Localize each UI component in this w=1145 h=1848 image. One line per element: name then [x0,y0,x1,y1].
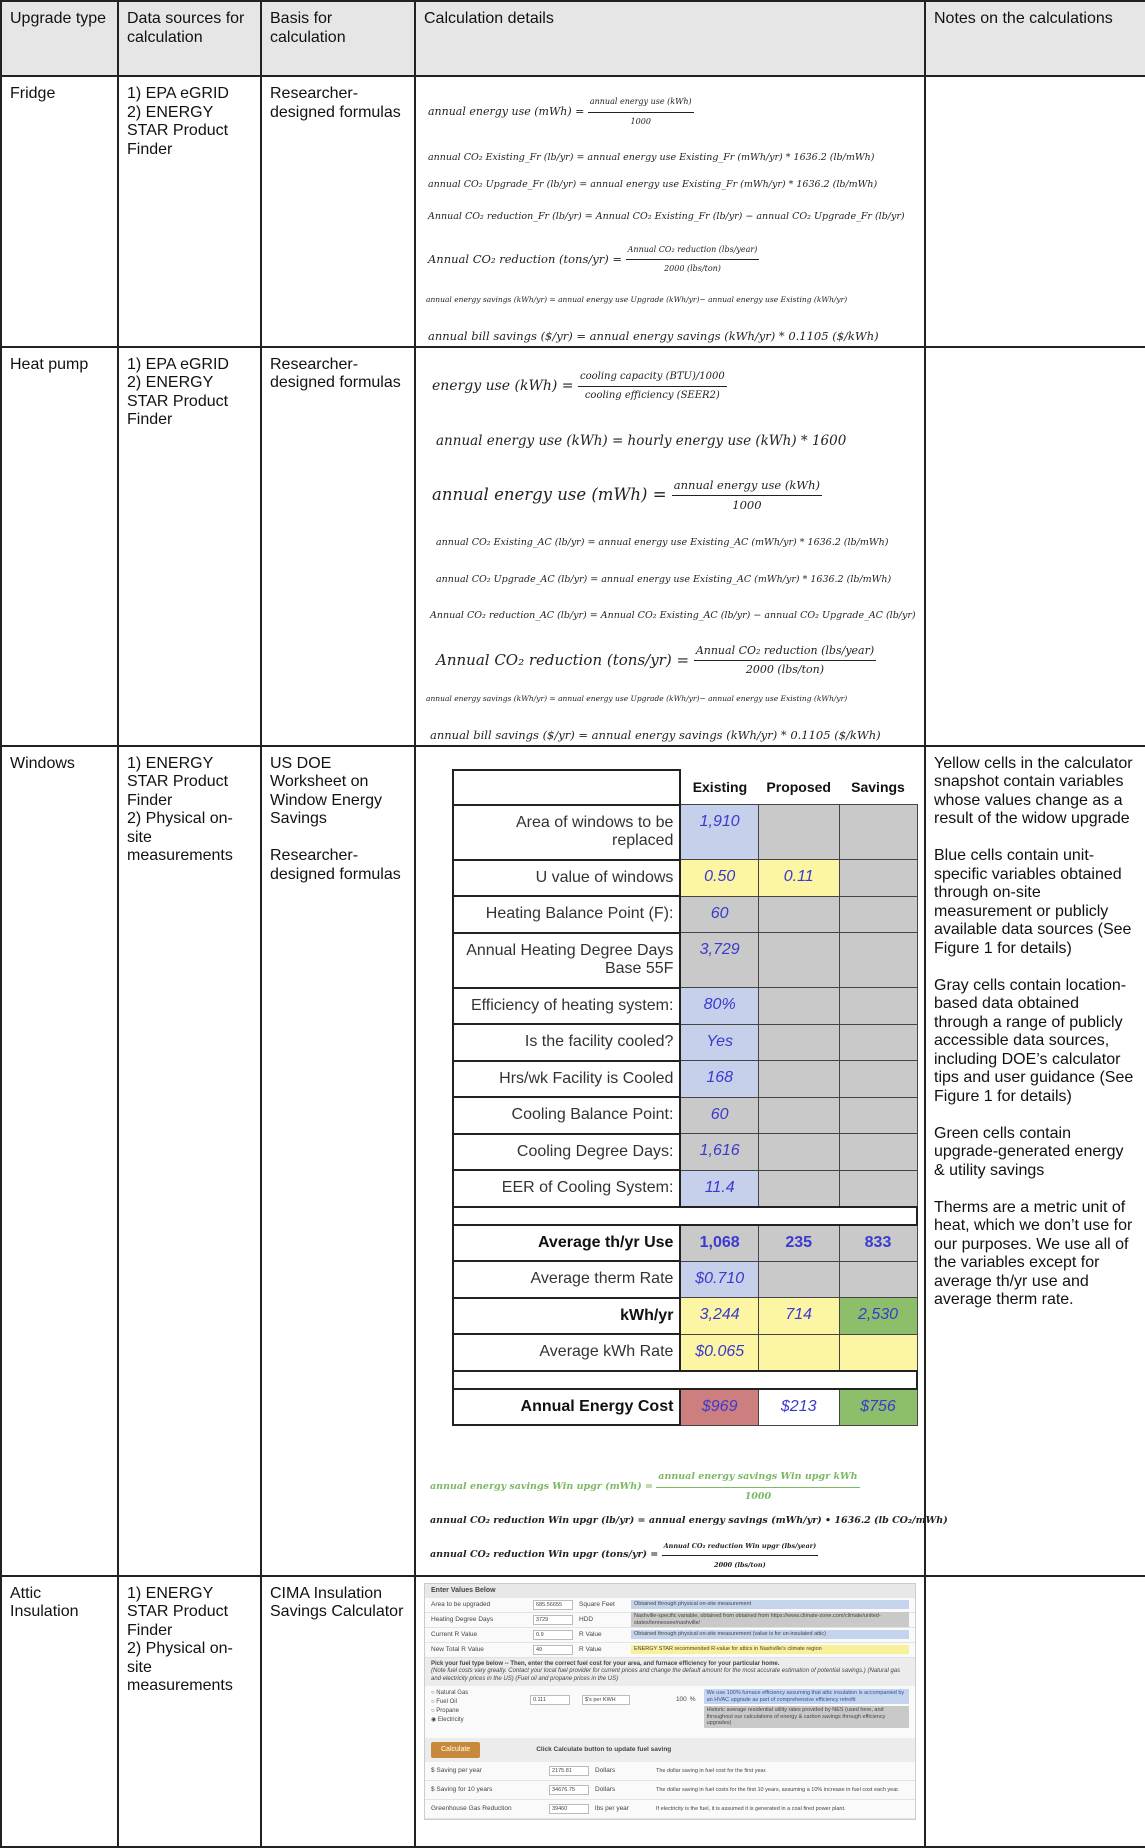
header-calculation-details: Calculation details [415,1,925,76]
calc-cell [839,1024,917,1061]
formula-line: annual CO₂ Upgrade_AC (lb/yr) = annual energy use Existing_AC (mWh/yr) * 1636.2 (lb/mWh) [436,573,892,585]
calc-cell [758,896,839,933]
calc-row-label: Cooling Balance Point: [453,1097,680,1134]
calc-cell [839,1334,917,1371]
basis: Researcher-designed formulas [261,347,415,746]
calc-row [453,1298,917,1335]
calc-cell [758,805,839,860]
calc-row [453,1261,917,1298]
calc-cell: 1,910 [680,805,758,860]
calc-cell [758,1061,839,1098]
fuel-instructions: Pick your fuel type below -- Then, enter the correct fuel cost for your area, and furnace efficiency for your particular home. (Note fuel costs vary greatly. Contact your local fuel provider for current prices and change the default amount for the most accurate estimation of potential savings.) (Natural gas and electricity prices in the US) (Fuel oil and propane prices in the US) [425,1658,915,1687]
result-description: The dollar saving in fuel cost for the first year. [656,1767,767,1774]
calculate-button[interactable]: Calculate [431,1742,480,1758]
input-label: Area to be upgraded [431,1600,491,1608]
upgrade-type: Attic Insulation [1,1576,118,1847]
calc-row [453,1389,917,1426]
input-unit: HDD [579,1615,594,1623]
calc-row [453,1170,917,1207]
basis: CIMA Insulation Savings Calculator [261,1576,415,1847]
calc-cell [839,1170,917,1207]
notes: Yellow cells in the calculator snapshot contain variables whose values change as a result of the widow upgrade Blue cells contain unit-specific variables obtained through on-site measurement or publicly available data sources (See Figure 1 for details) Gray cells contain location-based data obtained through a range of publicly accessible data sources, including DOE’s calculator tips and user guidance (See Figure 1 for details) Green cells contain upgrade-generated energy & utility savings Therms are a metric unit of heat, which we don’t use for our purposes. We use all of the variables except for average th/yr use and average therm rate. [925,746,1145,1576]
fuel-option[interactable]: ○ Natural Gas [431,1690,469,1696]
attic-input-row [425,1598,915,1613]
calc-row-label: Annual Energy Cost [453,1389,680,1426]
formula-line: annual energy use (mWh) = annual energy use (kWh) 1000 [428,93,918,131]
radio-icon[interactable]: ○ [431,1690,435,1696]
formula-line: Annual CO₂ reduction (tons/yr) = Annual CO₂ reduction (lbs/year) 2000 (lbs/ton) [428,241,918,279]
calc-row [453,805,917,860]
header-notes: Notes on the calculations [925,1,1145,76]
result-unit: lbs per year [595,1805,629,1812]
result-value: 39460 [549,1804,589,1814]
row-windows [1,746,1145,1576]
calc-cell [839,1061,917,1098]
calculation-details [415,347,925,746]
calc-row [453,988,917,1025]
efficiency-unit: % [689,1696,696,1703]
upgrade-type: Windows [1,746,118,1576]
header-upgrade-type: Upgrade type [1,1,118,76]
calc-cell [839,1134,917,1171]
formula-line: energy use (kWh) = cooling capacity (BTU)/1000 cooling efficiency (SEER2) [432,368,918,406]
calculate-bar [425,1738,915,1762]
attic-input-row [425,1643,915,1658]
window-formula-2: annual CO₂ reduction Win upgr (lb/yr) = annual energy savings (mWh/yr) • 1636.2 (lb CO₂/mWh) [430,1515,948,1526]
calc-row-label: Average therm Rate [453,1261,680,1298]
calc-cell: $0.710 [680,1261,758,1298]
window-formula-1: annual energy savings Win upgr (mWh) = annual energy savings Win upgr kWh 1000 [430,1468,918,1506]
radio-icon[interactable]: ◉ [431,1717,437,1723]
formula-line: Annual CO₂ reduction (tons/yr) = Annual CO₂ reduction (lbs/year) 2000 (lbs/ton) [436,643,875,676]
col-proposed: Proposed [766,778,831,795]
result-description: The dollar saving in fuel costs for the first 10 years, assuming a 10% increase in fuel cost each year. [656,1786,900,1793]
calc-row-label: Average kWh Rate [453,1334,680,1371]
calc-row-label: Average th/yr Use [453,1225,680,1262]
attic-result-row [425,1800,915,1819]
input-label: Current R Value [431,1630,478,1638]
basis: Researcher-designed formulas [261,76,415,347]
formula-line: annual energy use (kWh) = hourly energy use (kWh) * 1600 [436,432,847,449]
calc-row-label: U value of windows [453,860,680,897]
input-note: ENERGY STAR recommended R-value for attics in Nashville’s climate region [631,1645,909,1654]
calc-cell [758,1097,839,1134]
input-note: Nashville-specific variable, obtained from obtained from https://www.climate-zone.com/climate/united-states/tennessee/nashville/ [631,1612,909,1627]
calc-cell [839,988,917,1025]
calc-row [453,896,917,933]
data-sources: 1) ENERGY STAR Product Finder 2) Physical on-site measurements [118,1576,261,1847]
calc-cell [839,1097,917,1134]
formula-line: annual CO₂ Existing_AC (lb/yr) = annual energy use Existing_AC (mWh/yr) * 1636.2 (lb/mWh) [436,537,889,548]
attic-title: Enter Values Below [425,1584,915,1598]
input-unit: Square Feet [579,1600,615,1608]
efficiency-input[interactable]: 100 [675,1696,687,1703]
calc-row [453,860,917,897]
calc-cell [758,1261,839,1298]
calc-cell [758,1134,839,1171]
formula-line: annual energy savings (kWh/yr) = annual energy use Upgrade (kWh/yr)− annual energy use Existing (kWh/yr) [426,693,848,703]
input-note: Obtained through physical on-site measurement [631,1600,909,1609]
fuel-cost-input[interactable]: 0.111 [530,1695,570,1705]
calc-row [453,1334,917,1371]
window-formula-3: annual CO₂ reduction Win upgr (tons/yr) = Annual CO₂ reduction Win upgr (lbs/year) 2000 (lbs/ton) [430,1537,918,1575]
calc-row-label: Area of windows to be replaced [453,805,680,860]
attic-calculator [424,1583,916,1821]
input-label: New Total R Value [431,1645,484,1653]
notes [925,1576,1145,1847]
fuel-option[interactable]: ○ Propane [431,1708,459,1714]
col-existing: Existing [692,778,748,795]
calc-cell: 11.4 [680,1170,758,1207]
calc-row-label: Cooling Degree Days: [453,1134,680,1171]
calc-cell: 60 [680,1097,758,1134]
attic-result-row [425,1762,915,1781]
header-row [1,1,1145,76]
calc-cell [758,1334,839,1371]
calc-row-label: Heating Balance Point (F): [453,896,680,933]
calc-cell: 3,244 [680,1298,758,1335]
col-savings: Savings [851,778,905,795]
calc-cell [758,933,839,988]
input-value[interactable]: 3729 [533,1615,573,1625]
input-value[interactable]: 0.9 [533,1630,573,1640]
result-value: 34676.75 [549,1785,589,1795]
calc-row-label: kWh/yr [453,1298,680,1335]
calc-cell: 168 [680,1061,758,1098]
calc-cell: 833 [839,1225,917,1262]
row-attic-insulation [1,1576,1145,1847]
result-label: Greenhouse Gas Reduction [431,1805,512,1812]
upgrade-type: Heat pump [1,347,118,746]
calc-cell: 1,616 [680,1134,758,1171]
calc-row-label: Annual Heating Degree Days Base 55F [453,933,680,988]
calc-cell [839,933,917,988]
calc-cell: 0.11 [758,860,839,897]
calculation-details [415,1576,925,1847]
upgrade-type: Fridge [1,76,118,347]
calc-cell [839,860,917,897]
radio-icon[interactable]: ○ [431,1699,435,1705]
calc-cell [839,896,917,933]
calc-cell [758,1170,839,1207]
calc-row [453,933,917,988]
calc-cell: 714 [758,1298,839,1335]
data-sources: 1) EPA eGRID 2) ENERGY STAR Product Finder [118,347,261,746]
fuel-unit: $'s per KWH [582,1695,630,1705]
calc-row-label: EER of Cooling System: [453,1170,680,1207]
window-calculator [452,769,918,1427]
calc-cell [839,805,917,860]
data-sources: 1) EPA eGRID 2) ENERGY STAR Product Finder [118,76,261,347]
fuel-option[interactable]: ◉ Electricity [431,1717,464,1723]
result-label: $ Saving for 10 years [431,1786,493,1793]
calc-cell: $756 [839,1389,917,1426]
calc-cell: $969 [680,1389,758,1426]
formula-line: Annual CO₂ reduction_Fr (lb/yr) = Annual CO₂ Existing_Fr (lb/yr) − annual CO₂ Upgrade_Fr (lb/yr) [428,211,905,222]
formula-line: annual CO₂ Existing_Fr (lb/yr) = annual energy use Existing_Fr (mWh/yr) * 1636.2 (lb/mWh) [428,152,875,163]
calc-cell: $213 [758,1389,839,1426]
result-unit: Dollars [595,1767,616,1774]
calc-cell: 2,530 [839,1298,917,1335]
calc-cell: 60 [680,896,758,933]
formula-line: annual bill savings ($/yr) = annual energy savings (kWh/yr) * 0.1105 ($/kWh) [428,329,879,343]
result-label: $ Saving per year [431,1767,482,1774]
attic-input-row [425,1628,915,1643]
calc-cell: Yes [680,1024,758,1061]
header-basis: Basis for calculation [261,1,415,76]
formula-line: annual bill savings ($/yr) = annual energy savings (kWh/yr) * 0.1105 ($/kWh) [430,728,881,742]
result-description: If electricity is the fuel, it is assumed it is generated in a coal fired power plant. [656,1805,846,1812]
input-value[interactable]: 685.56655 [533,1600,573,1610]
formula-line: annual CO₂ Upgrade_Fr (lb/yr) = annual energy use Existing_Fr (mWh/yr) * 1636.2 (lb/mWh) [428,178,878,190]
data-sources: 1) ENERGY STAR Product Finder 2) Physical on-site measurements [118,746,261,1576]
calc-row [453,1225,917,1262]
input-value[interactable]: 49 [533,1645,573,1655]
calc-row [453,1061,917,1098]
input-label: Heating Degree Days [431,1615,494,1623]
result-unit: Dollars [595,1786,616,1793]
calculation-details [415,76,925,347]
fuel-selection [425,1686,915,1738]
calc-cell: 1,068 [680,1225,758,1262]
calc-cell: $0.065 [680,1334,758,1371]
calc-cell: 80% [680,988,758,1025]
calculation-details [415,746,948,1576]
calc-row [453,1134,917,1171]
result-value: 2175.81 [549,1766,589,1776]
notes [925,76,1145,347]
calc-row-label: Efficiency of heating system: [453,988,680,1025]
calc-row [453,1024,917,1061]
calc-cell: 3,729 [680,933,758,988]
attic-input-row [425,1613,915,1628]
calculate-hint: Click Calculate button to update fuel saving [536,1746,672,1753]
formula-line: annual energy savings (kWh/yr) = annual energy use Upgrade (kWh/yr)− annual energy use Existing (kWh/yr) [426,294,848,304]
calc-row-label: Is the facility cooled? [453,1024,680,1061]
calc-cell: 0.50 [680,860,758,897]
input-note: Obtained through physical on-site measurement (value is for un-insulated attic) [631,1630,909,1639]
radio-icon[interactable]: ○ [431,1708,435,1714]
calc-cell: 235 [758,1225,839,1262]
calc-row-label: Hrs/wk Facility is Cooled [453,1061,680,1098]
input-unit: R Value [579,1645,602,1653]
attic-result-row [425,1781,915,1800]
input-unit: R Value [579,1630,602,1638]
row-heat-pump [1,347,1145,746]
row-fridge [1,76,1145,347]
calc-cell [839,1261,917,1298]
rate-note: Historic average residential utility rates provided by NES (used here, and throughout our calculations of energy & carbon savings through efficiency upgrades) [704,1706,909,1728]
calc-row [453,1097,917,1134]
formula-line: annual energy use (mWh) = annual energy use (kWh) 1000 [432,478,821,512]
calc-cell [758,988,839,1025]
basis: US DOE Worksheet on Window Energy Savings Researcher-designed formulas [261,746,415,1576]
fuel-option[interactable]: ○ Fuel Oil [431,1699,457,1705]
formula-line: Annual CO₂ reduction_AC (lb/yr) = Annual CO₂ Existing_AC (lb/yr) − annual CO₂ Upgrade_AC (lb/yr) [430,610,916,621]
header-data-sources: Data sources for calculation [118,1,261,76]
calc-cell [758,1024,839,1061]
notes [925,347,1145,746]
efficiency-note: We use 100% furnace efficiency assuming that attic insulation is accompanied by an HVAC upgrade as part of comprehensive efficiency retrofit [704,1689,909,1704]
